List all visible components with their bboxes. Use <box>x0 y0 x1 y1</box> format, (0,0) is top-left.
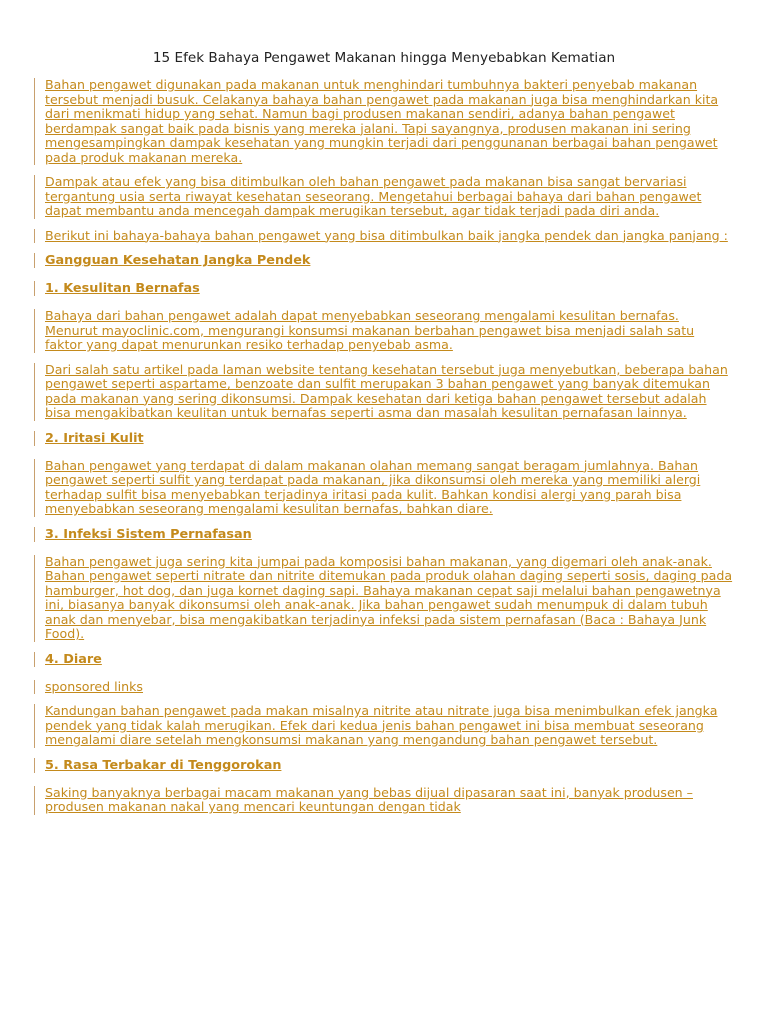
paragraph: Dampak atau efek yang bisa ditimbulkan oleh bahan pengawet pada makanan bisa sangat bervariasi tergantung usia serta riwayat kesehatan seseorang. Mengetahui berbagai bahaya dari bahan pengawet dapat membantu anda mencegah dampak merugikan tersebut, agar tidak terjadi pada diri anda. <box>45 174 702 218</box>
paragraph: Kandungan bahan pengawet pada makan misalnya nitrite atau nitrate juga bisa menimbulkan efek jangka pendek yang tidak kalah merugikan. Efek dari kedua jenis bahan pengawet ini bisa membuat seseorang mengalami diare setelah mengkonsumsi makanan yang mengandung bahan pengawet tersebut. <box>45 703 718 747</box>
paragraph: Bahan pengawet yang terdapat di dalam makanan olahan memang sangat beragam jumlahnya. Bahan pengawet seperti sulfit yang terdapat pada makanan, jika dikonsumsi oleh mereka yang memiliki alergi terhadap sulfit bisa menyebabkan terjadinya iritasi pada kulit. Bahkan kondisi alergi yang parah bisa menyebabkan seseorang mengalami kesulitan bernafas, bahkan diare. <box>45 457 701 516</box>
section-heading: 1. Kesulitan Bernafas <box>45 281 200 296</box>
section-heading: 3. Infeksi Sistem Pernafasan <box>45 526 252 542</box>
section-heading-block <box>34 652 734 667</box>
paragraph: Bahaya dari bahan pengawet adalah dapat menyebabkan seseorang mengalami kesulitan bernafas. Menurut mayoclinic.com, mengurangi konsumsi makanan berbahan pengawet bisa menjadi salah satu faktor yang dapat menurunkan resiko terhadap penyebab asma. <box>45 308 695 352</box>
paragraph-block <box>34 555 734 642</box>
section-heading: Gangguan Kesehatan Jangka Pendek <box>45 253 311 268</box>
sponsored-links-label[interactable]: sponsored links <box>45 678 143 694</box>
paragraph: Saking banyaknya berbagai macam makanan yang bebas dijual dipasaran saat ini, banyak produsen – produsen makanan nakal yang mencari keuntungan dengan tidak <box>45 784 693 814</box>
page-title: 15 Efek Bahaya Pengawet Makanan hingga Menyebabkan Kematian <box>152 50 616 66</box>
paragraph-block <box>34 175 734 219</box>
paragraph-block <box>34 680 734 695</box>
section-heading-block <box>34 253 734 268</box>
article-body <box>34 78 734 825</box>
section-heading: 2. Iritasi Kulit <box>45 430 144 446</box>
paragraph-block <box>34 78 734 165</box>
paragraph-block <box>34 229 734 244</box>
section-heading-block <box>34 281 734 296</box>
paragraph-block <box>34 786 734 815</box>
paragraph-block <box>34 704 734 748</box>
paragraph: Bahan pengawet digunakan pada makanan untuk menghindari tumbuhnya bakteri penyebab makanan tersebut menjadi busuk. Celakanya bahaya bahan pengawet pada makanan juga bisa menghindarkan kita dari menikmati hidup yang sehat. Namun bagi produsen makanan sendiri, adanya bahan pengawet berdampak sangat baik pada bisnis yang mereka jalani. Tapi sayangnya, produsen makanan ini sering mengesampingkan dampak kesehatan yang mungkin terjadi dari penggunanan berbagai bahan pengawet pada produk makanan mereka. <box>45 77 719 165</box>
section-heading: 4. Diare <box>45 651 102 667</box>
paragraph-block <box>34 459 734 517</box>
paragraph-block <box>34 309 734 353</box>
section-heading-block <box>34 527 734 542</box>
paragraph: Bahan pengawet juga sering kita jumpai pada komposisi bahan makanan, yang digemari oleh anak-anak. Bahan pengawet seperti nitrate dan nitrite ditemukan pada produk olahan daging seperti sosis, daging pada hamburger, hot dog, dan juga kornet daging sapi. Bahaya makanan cepat saji melalui bahan pengawetnya ini, biasanya banyak dikonsumsi oleh anak-anak. Jika bahan pengawet sudah menumpuk di dalam tubuh anak dan menyebar, bisa mengakibatkan terjadinya infeksi pada sistem pernafasan (Baca : Bahaya Junk Food). <box>45 553 733 641</box>
section-heading-block <box>34 431 734 446</box>
section-heading-block <box>34 758 734 773</box>
paragraph: Berikut ini bahaya-bahaya bahan pengawet yang bisa ditimbulkan baik jangka pendek dan jangka panjang : <box>45 227 728 243</box>
section-heading: 5. Rasa Terbakar di Tenggorokan <box>45 757 282 773</box>
paragraph: Dari salah satu artikel pada laman website tentang kesehatan tersebut juga menyebutkan, beberapa bahan pengawet seperti aspartame, benzoate dan sulfit merupakan 3 bahan pengawet yang banyak ditemukan pada makanan yang sering dikonsumsi. Dampak kesehatan dari ketiga bahan pengawet tersebut adalah bisa mengakibatkan keulitan untuk bernafas seperti asma dan masalah kesulitan pernafasan lainnya. <box>45 361 728 420</box>
paragraph-block <box>34 363 734 421</box>
